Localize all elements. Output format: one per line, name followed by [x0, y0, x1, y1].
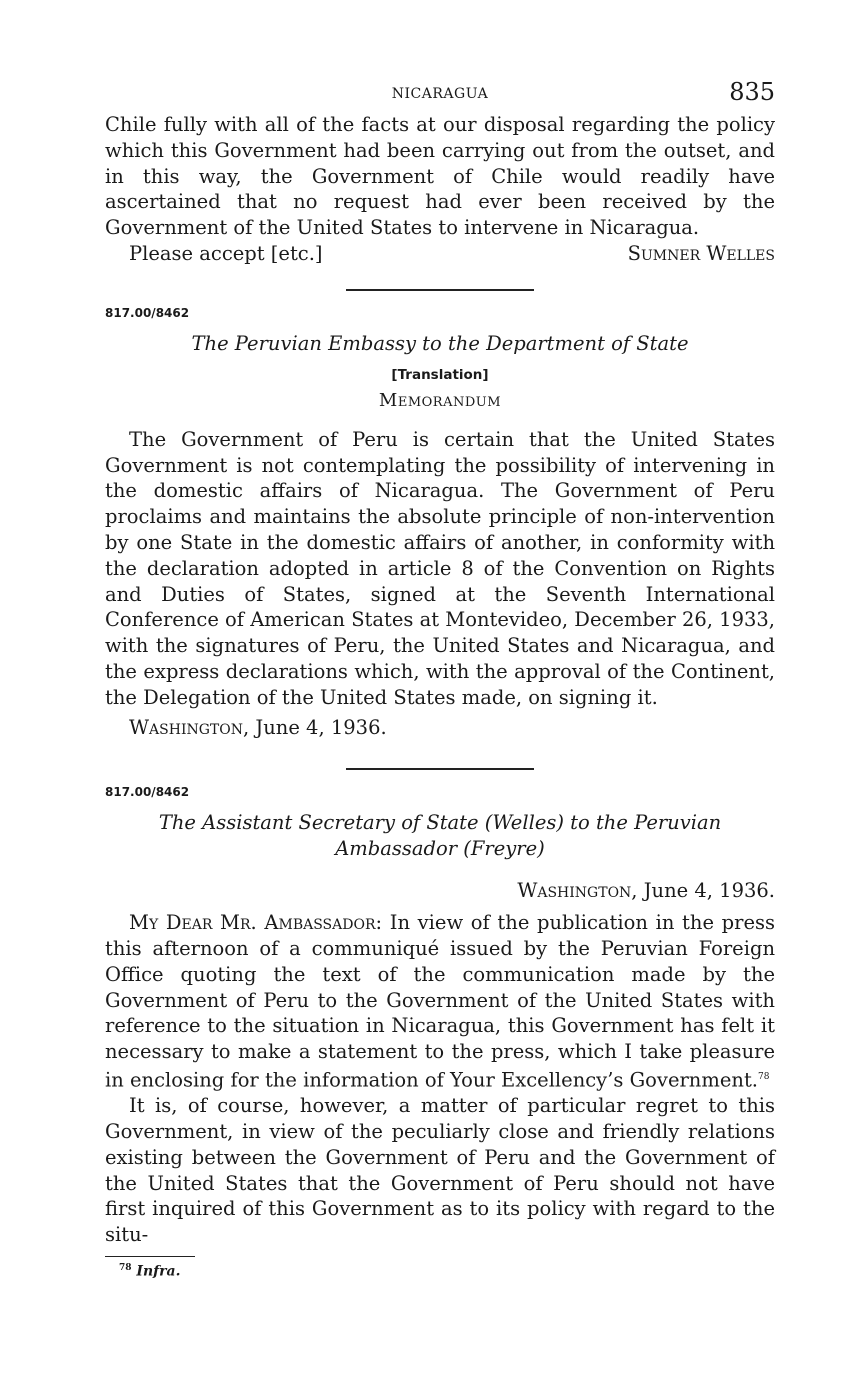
letter-paragraph-1 — [105, 910, 775, 1093]
document-heading-line2: Ambassador (Freyre) — [335, 837, 545, 861]
memorandum-title: Memorandum — [378, 389, 502, 411]
running-title: NICARAGUA — [391, 86, 489, 102]
section-divider — [346, 289, 534, 291]
document-heading-line1: The Assistant Secretary of State (Welles) to the Peruvian — [158, 811, 722, 835]
letter-dateline-date: , June 4, 1936. — [631, 879, 775, 903]
dateline-date: , June 4, 1936. — [242, 715, 387, 739]
section-divider — [346, 768, 534, 770]
document-page — [105, 78, 775, 1280]
footnote-marker: 78 — [119, 1263, 132, 1273]
signature: Sumner Welles — [627, 241, 775, 265]
document-heading: The Peruvian Embassy to the Department of State — [191, 331, 689, 355]
memorandum-body: The Government of Peru is certain that the United States Government is not contemplating the possibility of intervening in the domestic affairs of Nicaragua. The Government of Peru proclaims and maintains the absolute principle of non-intervention by one State in the domestic affairs of another, in conformity with the declaration adopted in article 8 of the Convention on Rights and Duties of States, signed at the Seventh International Conference of American States at Montevideo, December 26, 1933, with the signatures of Peru, the United States and Nicaragua, and the express declarations which, with the approval of the Continent, the Delegation of the United States made, on signing it. — [105, 427, 776, 709]
page-number: 835 — [729, 78, 775, 106]
footnote-text: Infra. — [136, 1263, 181, 1280]
footnote-reference: 78 — [757, 1071, 770, 1082]
letter-paragraph-2: It is, of course, however, a matter of particular regret to this Government, in view of the peculiarly close and friendly relations existing between the Government of Peru and the Government of the United States that the Government of Peru should not have first inquired of this Government as to its policy with regard to the situ- — [105, 1094, 775, 1247]
letter-dateline-place: Washington — [517, 879, 632, 903]
file-number: 817.00/8462 — [105, 785, 190, 800]
closing-row — [105, 241, 775, 267]
translation-note: [Translation] — [391, 366, 489, 383]
letter-paragraph-1-text: : In view of the publication in the press this afternoon of a communiqué issued by the Peruvian Foreign Office quoting the text of the communication made by the Government of Peru to the Government of the United States with reference to the situation in Nicaragua, this Government has felt it necessary to make a statement to the press, which I take pleasure in enclosing for the information of Your Excellency’s Government. — [105, 911, 775, 1092]
footnote-divider — [105, 1256, 195, 1257]
file-number: 817.00/8462 — [105, 305, 190, 320]
letter-dateline — [105, 878, 775, 904]
footnote — [105, 1263, 775, 1280]
salutation: My Dear Mr. Ambassador — [129, 911, 376, 935]
running-head — [105, 78, 775, 112]
closing-text: Please accept [etc.] — [129, 241, 323, 265]
dateline-place: Washington — [129, 715, 243, 739]
dateline — [105, 715, 775, 741]
continuation-paragraph: Chile fully with all of the facts at our disposal regarding the policy which this Government had been carrying out from the outset, and in this way, the Government of Chile would readily have ascertained that no request had ever been received by the Government of the United States to intervene in Nicaragua. — [105, 113, 775, 240]
